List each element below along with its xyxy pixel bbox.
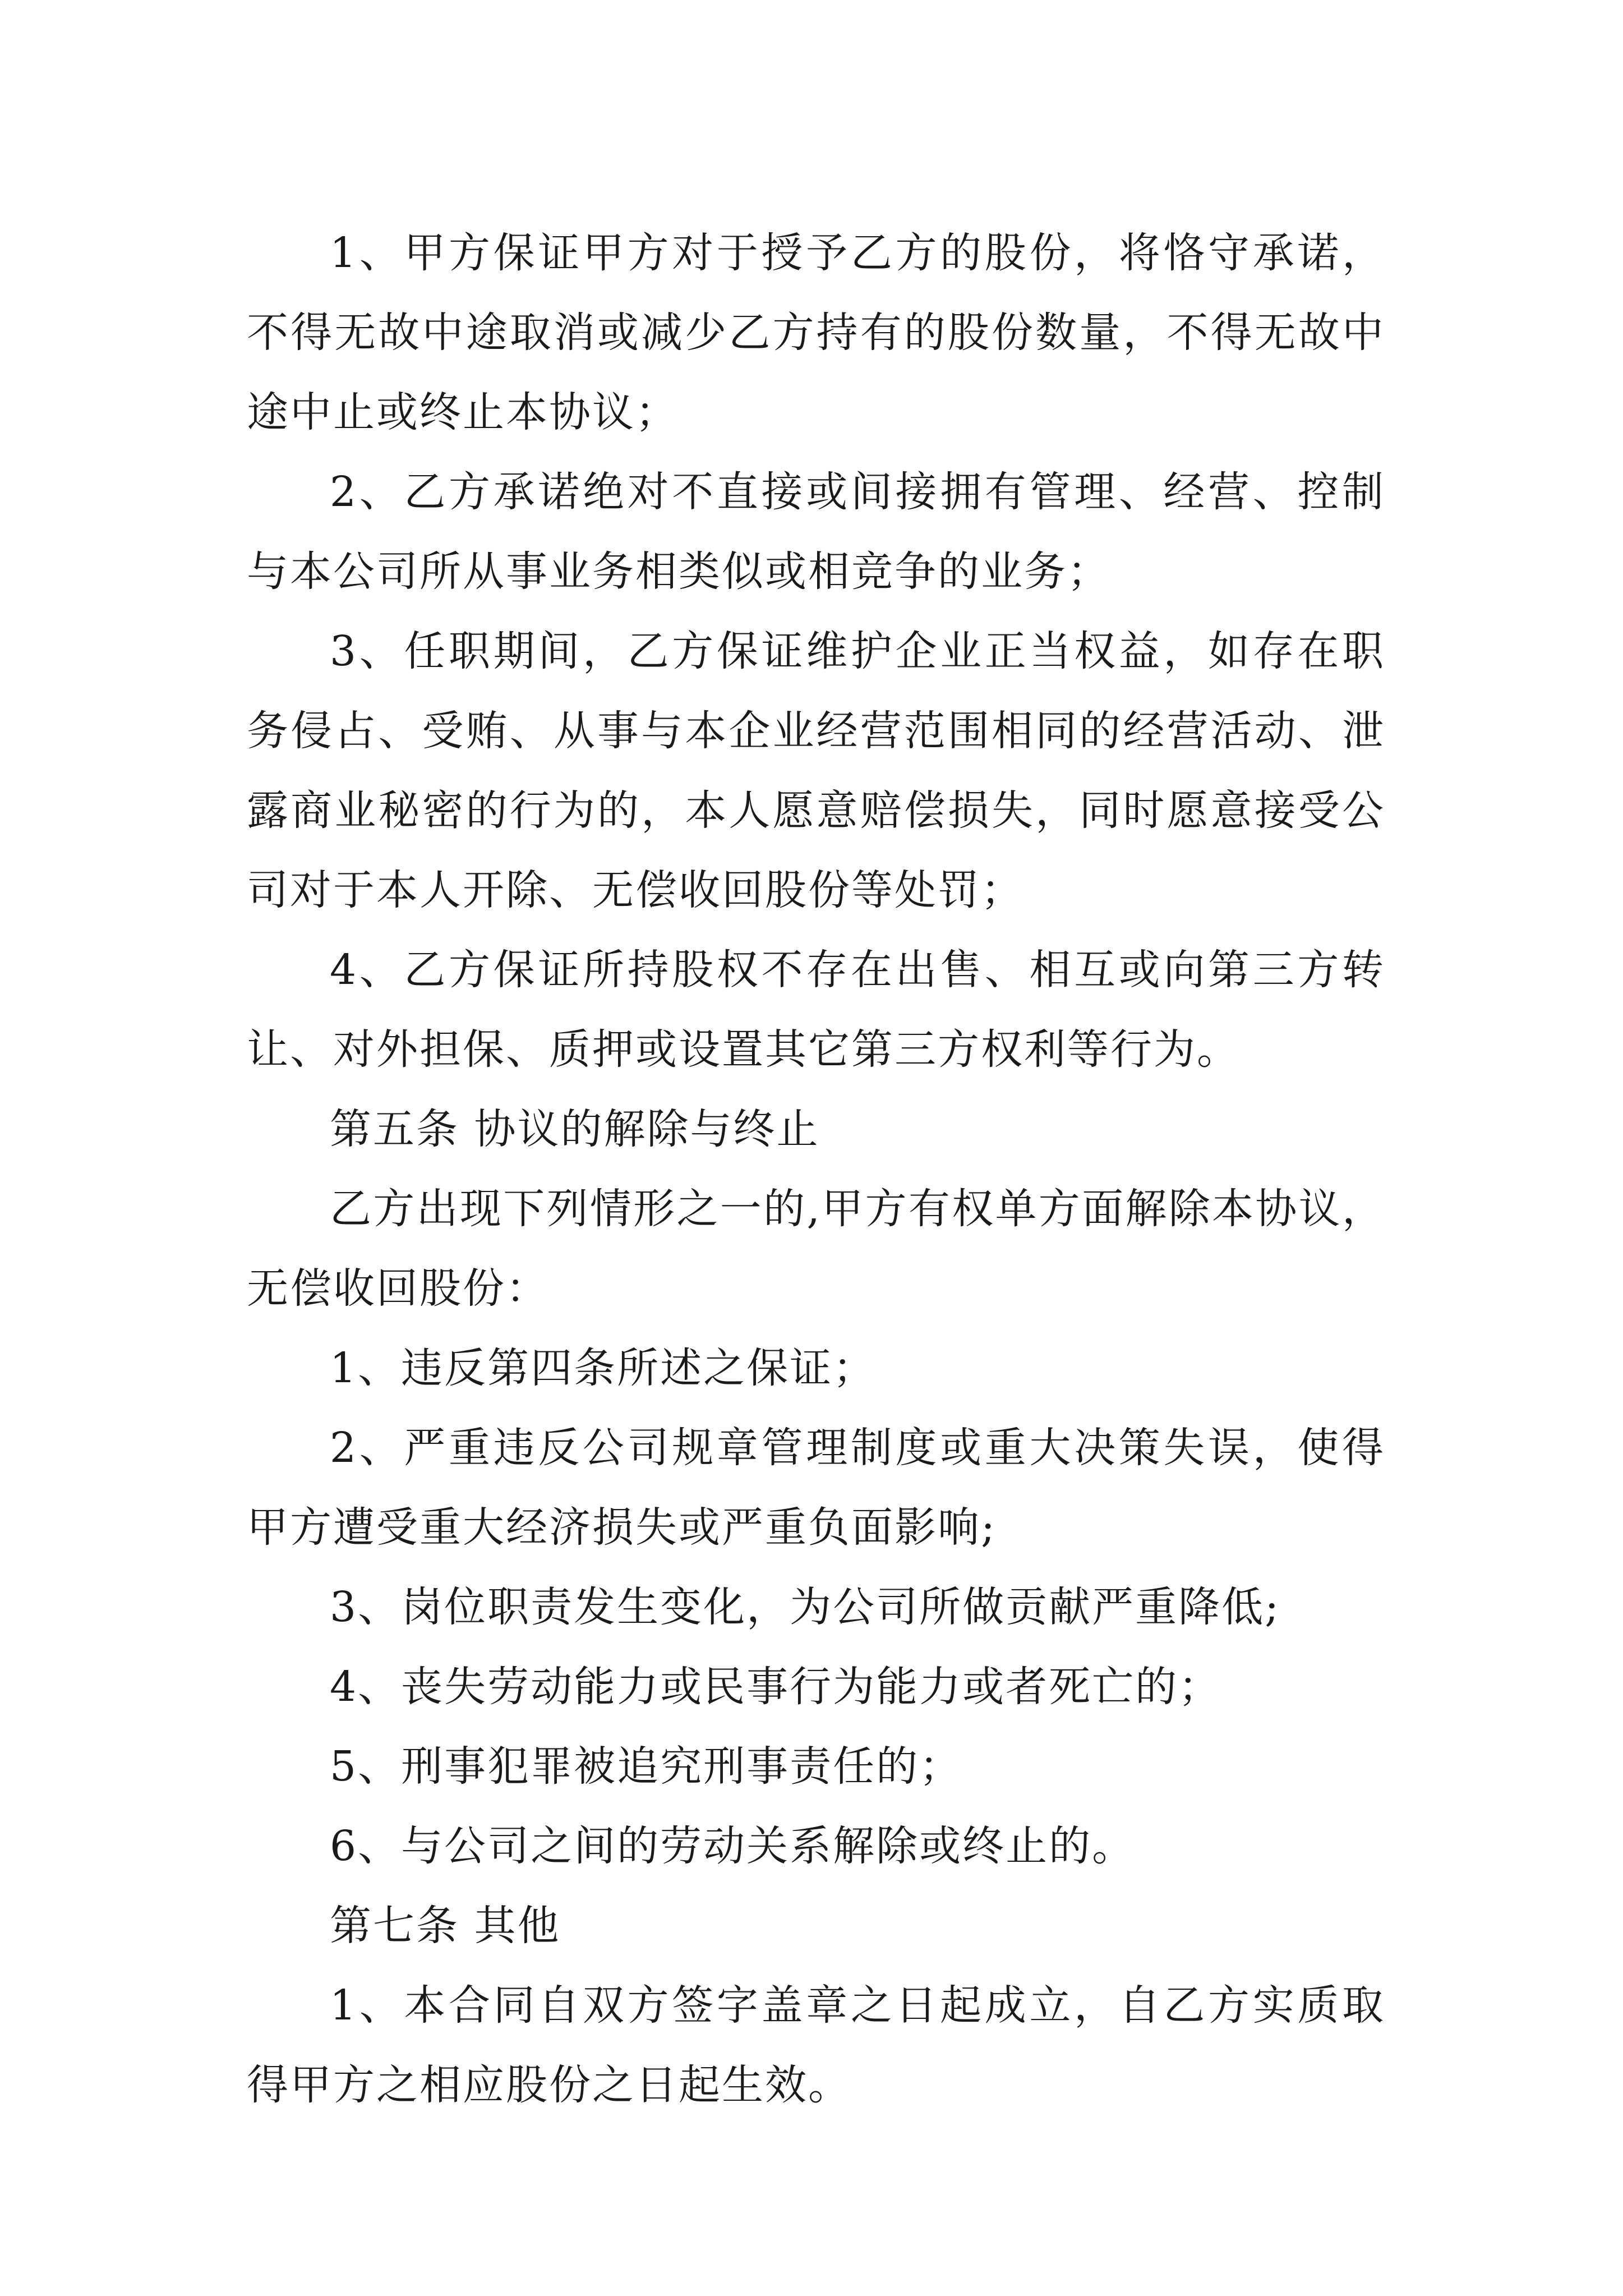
- article-5-item-5: 5、刑事犯罪被追究刑事责任的；: [330, 1742, 963, 1791]
- article-5-item-6: 6、与公司之间的劳动关系解除或终止的。: [330, 1822, 1136, 1870]
- article-5-item-4: 4、丧失劳动能力或民事行为能力或者死亡的；: [330, 1663, 1222, 1711]
- clause-4-item-2: 2、乙方承诺绝对不直接或间接拥有管理、经营、控制与本公司所从事业务相类似或相竞争的业务；: [247, 468, 1385, 596]
- document-body: [247, 213, 1385, 2125]
- article-5-intro: 乙方出现下列情形之一的,甲方有权单方面解除本协议，无偿收回股份：: [247, 1185, 1385, 1313]
- section-heading-article-5: 第五条 协议的解除与终止: [330, 1105, 820, 1153]
- clause-4-item-4: 4、乙方保证所持股权不存在出售、相互或向第三方转让、对外担保、质押或设置其它第三方权利等行为。: [247, 946, 1385, 1074]
- article-5-item-2: 2、严重违反公司规章管理制度或重大决策失误，使得甲方遭受重大经济损失或严重负面影响;: [247, 1424, 1385, 1552]
- article-7-item-1: 1、本合同自双方签字盖章之日起成立，自乙方实质取得甲方之相应股份之日起生效。: [247, 1981, 1385, 2109]
- clause-4-item-1: 1、甲方保证甲方对于授予乙方的股份，将恪守承诺，不得无故中途取消或减少乙方持有的股份数量，不得无故中途中止或终止本协议；: [247, 229, 1385, 436]
- article-5-item-3: 3、岗位职责发生变化，为公司所做贡献严重降低;: [330, 1583, 1281, 1631]
- section-heading-article-7: 第七条 其他: [330, 1902, 561, 1950]
- clause-4-item-3: 3、任职期间，乙方保证维护企业正当权益，如存在职务侵占、受贿、从事与本企业经营范围相同的经营活动、泄露商业秘密的行为的，本人愿意赔偿损失，同时愿意接受公司对于本人开除、无偿收回股份等处罚；: [247, 627, 1385, 914]
- article-5-item-1: 1、违反第四条所述之保证；: [330, 1344, 877, 1392]
